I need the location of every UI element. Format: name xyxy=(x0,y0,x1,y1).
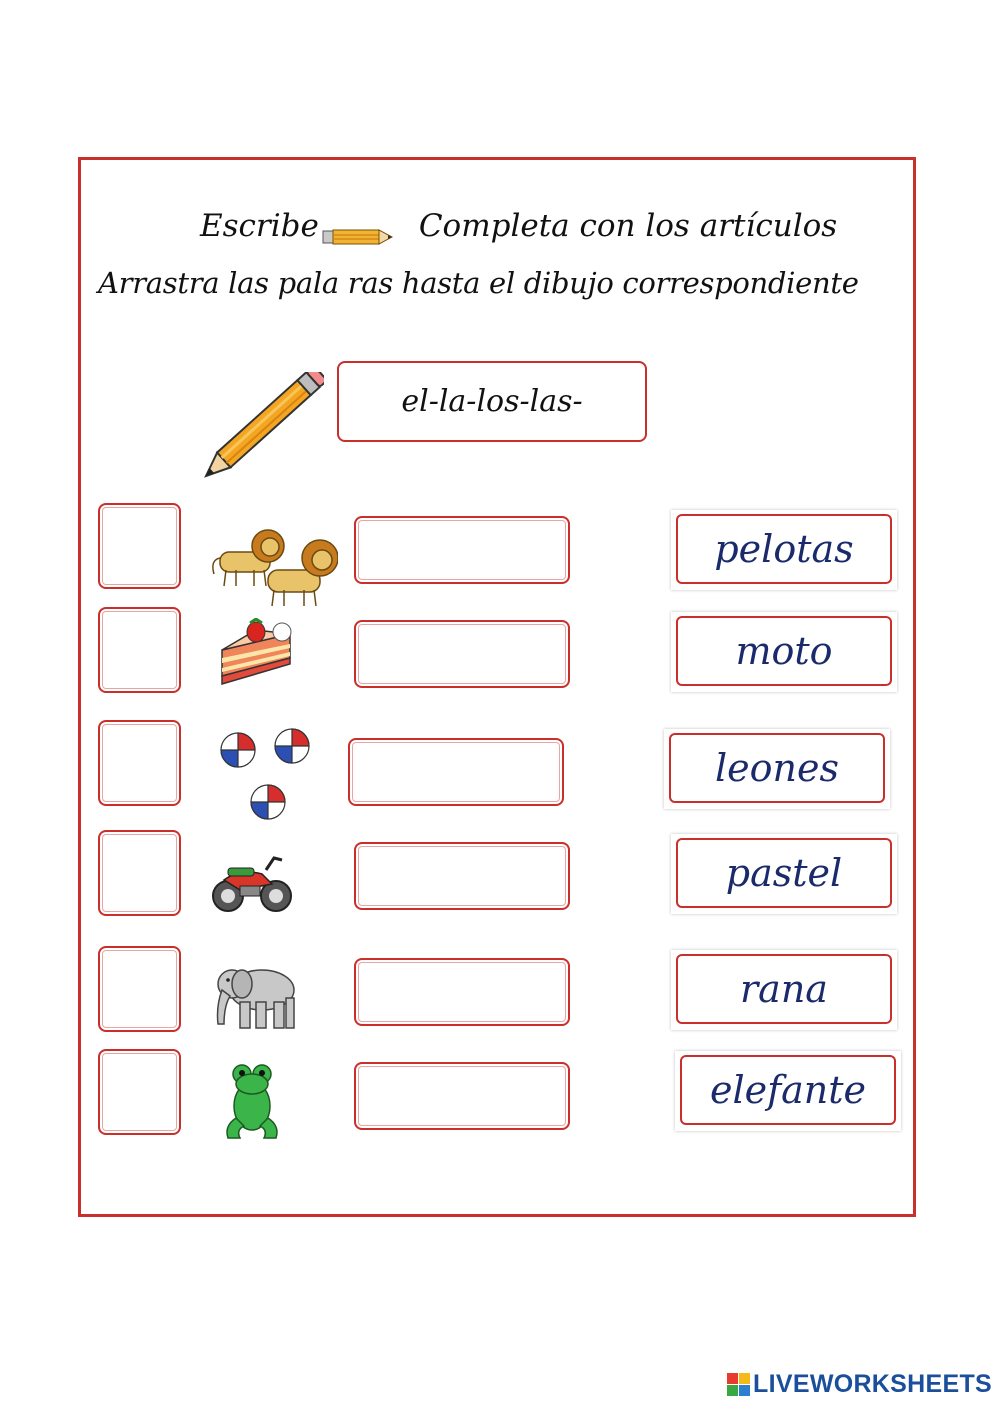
logo-text: LIVEWORKSHEETS xyxy=(753,1370,992,1398)
instruction-complete: Completa con los artículos xyxy=(418,208,838,244)
lions-icon xyxy=(208,520,338,610)
answer-box-3[interactable] xyxy=(348,738,564,806)
word-card-6[interactable] xyxy=(675,1051,901,1131)
word-card-label: rana xyxy=(676,954,892,1024)
word-card-label: moto xyxy=(676,616,892,686)
word-card-label: pastel xyxy=(676,838,892,908)
drop-square-1[interactable] xyxy=(98,503,181,589)
word-card-5[interactable] xyxy=(671,950,897,1030)
word-card-2[interactable] xyxy=(671,612,897,692)
drop-square-4[interactable] xyxy=(98,830,181,916)
pencil-icon xyxy=(196,372,324,484)
drop-square-2[interactable] xyxy=(98,607,181,693)
articles-box: el-la-los-las- xyxy=(337,361,647,442)
drop-square-6[interactable] xyxy=(98,1049,181,1135)
motorcycle-icon xyxy=(210,850,294,916)
answer-box-1[interactable] xyxy=(354,516,570,584)
liveworksheets-logo xyxy=(727,1370,992,1399)
cake-icon xyxy=(216,618,298,690)
elephant-icon xyxy=(212,958,300,1032)
drop-square-5[interactable] xyxy=(98,946,181,1032)
word-card-3[interactable] xyxy=(664,729,890,809)
answer-box-4[interactable] xyxy=(354,842,570,910)
instruction-line-1 xyxy=(200,208,837,244)
word-card-label: elefante xyxy=(680,1055,896,1125)
drop-square-3[interactable] xyxy=(98,720,181,806)
answer-box-5[interactable] xyxy=(354,958,570,1026)
instruction-escribe: Escribe xyxy=(200,208,319,244)
answer-box-2[interactable] xyxy=(354,620,570,688)
word-card-1[interactable] xyxy=(671,510,897,590)
word-card-4[interactable] xyxy=(671,834,897,914)
word-card-label: leones xyxy=(669,733,885,803)
logo-mark-icon xyxy=(727,1373,750,1396)
instruction-line-2: Arrastra las pala ras hasta el dibujo correspondiente xyxy=(98,266,859,300)
word-card-label: pelotas xyxy=(676,514,892,584)
frog-icon xyxy=(222,1060,282,1142)
beach-balls-icon xyxy=(218,720,314,826)
small-pencil-icon xyxy=(322,226,394,248)
answer-box-6[interactable] xyxy=(354,1062,570,1130)
